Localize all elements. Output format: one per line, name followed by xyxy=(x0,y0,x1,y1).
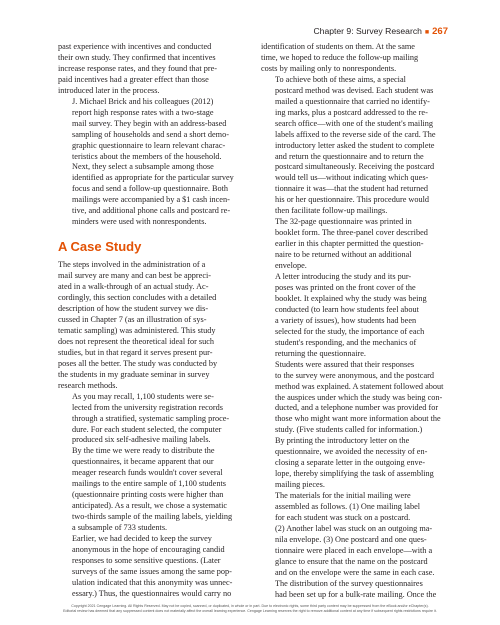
text-line: ulation indicated that this anonymity was unnec- xyxy=(72,577,233,587)
right-column xyxy=(261,42,450,601)
text-line: would tell us—without indicating which ques- xyxy=(275,173,429,183)
copyright-line: Editorial review has deemed that any suppressed content does not materially affect the overall learning experience. Cengage Learning reserves the right to remove additional content at any time if subsequent rights restrictions require it. xyxy=(63,609,437,613)
paragraph xyxy=(58,42,247,97)
text-line: a subsample of 733 students. xyxy=(72,523,168,533)
text-line: The steps involved in the administration of a xyxy=(58,260,206,270)
text-line: through a stratified, systematic sampling proce- xyxy=(72,413,230,423)
text-line: a variety of issues), how students had been xyxy=(275,315,417,325)
text-line: tionnaire it was—that the student had returned xyxy=(275,184,429,194)
text-line: essary.) Thus, the questionnaires would carry no xyxy=(72,588,232,598)
text-line: sampling of households and send a short demo- xyxy=(72,129,229,139)
text-line: lope, thereby simplifying the task of assembling xyxy=(275,469,434,479)
text-line: and on the envelope were the same in each case. xyxy=(275,567,435,577)
text-line: description of how the student survey we dis- xyxy=(58,304,209,314)
text-line: poses all the better. The study was conducted by xyxy=(58,358,218,368)
text-line: booklet form. The three-panel cover described xyxy=(275,228,428,238)
text-line: (questionnaire printing costs were higher than xyxy=(72,490,224,500)
text-line: mailings to the entire sample of 1,100 students xyxy=(72,479,226,489)
text-line: assembled as follows. (1) One mailing label xyxy=(275,502,421,512)
text-line: produced six self-adhesive mailing labels. xyxy=(72,435,211,445)
text-line: labels affixed to the reverse side of the card. The xyxy=(275,129,436,139)
paragraph xyxy=(261,42,450,75)
text-line: By the time we were ready to distribute the xyxy=(72,446,215,456)
text-line: mail survey. They begin with an address-based xyxy=(72,118,227,128)
text-line: identification of students on them. At the same xyxy=(261,42,415,51)
text-line: those who might want more information about the xyxy=(275,414,441,424)
paragraph xyxy=(261,217,450,272)
text-line: mailing pieces. xyxy=(275,480,325,490)
text-line: mail survey are many and can best be appreci- xyxy=(58,271,212,281)
text-line: To achieve both of these aims, a special xyxy=(275,74,406,84)
text-line: does not represent the theoretical ideal for such xyxy=(58,336,215,346)
text-line: naire to be returned without an additional xyxy=(275,250,412,260)
text-line: ing marks, plus a postcard addressed to the re- xyxy=(275,107,428,117)
text-line: tionnaire were placed in each envelope—with a xyxy=(275,545,433,555)
text-line: to the survey were anonymous, and the postcard xyxy=(275,370,434,380)
text-line: By printing the introductory letter on the xyxy=(275,436,410,446)
paragraph xyxy=(261,360,450,437)
text-line: identified as appropriate for the particular survey xyxy=(72,173,234,183)
text-line: The 32-page questionnaire was printed in xyxy=(275,217,412,227)
text-line: their own study. They confirmed that incentives xyxy=(58,52,216,62)
text-line: anonymous in the hope of encouraging candid xyxy=(72,544,225,554)
text-line: then facilitate follow-up mailings. xyxy=(275,206,388,216)
text-line: Students were assured that their responses xyxy=(275,359,415,369)
text-line: The materials for the initial mailing were xyxy=(275,491,411,501)
paragraph xyxy=(58,534,247,600)
text-line: two-thirds sample of the mailing labels, yielding xyxy=(72,512,233,522)
paragraph xyxy=(261,491,450,579)
text-line: surveys of the same issues among the same pop- xyxy=(72,566,232,576)
text-line: increase response rates, and they found that pre- xyxy=(58,63,217,73)
text-line: tematic sampling) was administered. This study xyxy=(58,325,216,335)
text-line: questionnaires, it became apparent that our xyxy=(72,457,214,467)
text-line: The distribution of the survey questionnaires xyxy=(275,578,423,588)
text-line: closing a separate letter in the outgoing enve- xyxy=(275,458,426,468)
text-line: Next, they select a subsample among those xyxy=(72,162,214,172)
copyright-footer xyxy=(0,604,500,614)
chapter-title: Chapter 9: Survey Research xyxy=(313,26,422,36)
text-line: As you may recall, 1,100 students were se- xyxy=(72,391,214,401)
paragraph xyxy=(58,446,247,534)
text-line: had been set up for a bulk-rate mailing. Once the xyxy=(275,589,437,599)
text-line: ated in a walk-through of an actual study. Ac- xyxy=(58,282,209,292)
text-line: meager research funds wouldn't cover several xyxy=(72,468,223,478)
header-separator-icon: ■ xyxy=(424,29,430,36)
text-line: paid incentives had a greater effect than those xyxy=(58,74,209,84)
text-line: tive, and additional phone calls and postcard re- xyxy=(72,206,231,216)
text-line: research methods. xyxy=(58,380,118,390)
text-line: cordingly, this section concludes with a detailed xyxy=(58,293,217,303)
text-line: postcard method was devised. Each student was xyxy=(275,85,434,95)
text-line: responses to some sensitive questions. (Later xyxy=(72,555,221,565)
paragraph xyxy=(261,436,450,491)
text-line: dure. For each student selected, the computer xyxy=(72,424,222,434)
text-line: student's responding, and the mechanics of xyxy=(275,337,417,347)
text-line: returning the questionnaire. xyxy=(275,348,366,358)
text-line: report high response rates with a two-stage xyxy=(72,107,214,117)
text-line: method was explained. A statement followed about xyxy=(275,381,444,391)
text-line: poses was printed on the front cover of the xyxy=(275,282,416,292)
text-line: study. (Five students called for information.) xyxy=(275,425,423,435)
text-line: (2) Another label was stuck on an outgoing ma- xyxy=(275,523,433,533)
text-line: selected for the study, the importance of each xyxy=(275,326,425,336)
running-header xyxy=(313,26,448,37)
copyright-line: Copyright 2021 Cengage Learning. All Rights Reserved. May not be copied, scanned, or duplicated, in whole or in part. Due to electronic rights, some third party content may be suppressed from the eBook and/or eChapter(s). xyxy=(71,604,429,608)
text-line: his or her questionnaire. This procedure would xyxy=(275,195,430,205)
text-line: and return the questionnaire and to return the xyxy=(275,151,424,161)
text-line: questionnaire, we avoided the necessity of en- xyxy=(275,447,428,457)
text-line: the students in my graduate seminar in survey xyxy=(58,369,210,379)
text-line: A letter introducing the study and its pur- xyxy=(275,272,412,282)
text-line: for each student was stuck on a postcard. xyxy=(275,512,411,522)
text-line: search office—with one of the student's mailing xyxy=(275,118,434,128)
text-line: mailings were accompanied by a $1 cash incen- xyxy=(72,195,230,205)
text-line: graphic questionnaire to learn relevant charac- xyxy=(72,140,226,150)
paragraph xyxy=(58,97,247,228)
text-line: studies, but in that regard it serves present pur- xyxy=(58,347,213,357)
paragraph xyxy=(261,579,450,601)
section-heading: A Case Study xyxy=(58,239,142,255)
text-line: envelope. xyxy=(275,261,307,271)
text-line: Earlier, we had decided to keep the survey xyxy=(72,534,212,544)
text-line: J. Michael Brick and his colleagues (2012) xyxy=(72,96,214,106)
text-line: introduced later in the process. xyxy=(58,85,160,95)
paragraph xyxy=(58,392,247,447)
paragraph xyxy=(261,75,450,217)
text-line: past experience with incentives and conducted xyxy=(58,42,212,51)
text-line: minders were used with nonrespondents. xyxy=(72,217,207,227)
text-line: conducted (to learn how students feel about xyxy=(275,304,419,314)
text-line: introductory letter asked the student to complete xyxy=(275,140,435,150)
text-line: postcard simultaneously. Receiving the postcard xyxy=(275,162,435,172)
text-line: cussed in Chapter 7 (as an illustration of sys- xyxy=(58,314,207,324)
page-number: 267 xyxy=(432,26,448,37)
text-line: mailed a questionnaire that carried no identify- xyxy=(275,96,430,106)
text-line: the auspices under which the study was being con- xyxy=(275,392,443,402)
text-line: focus and send a follow-up questionnaire. Both xyxy=(72,184,229,194)
text-line: time, we hoped to reduce the follow-up mailing xyxy=(261,52,419,62)
text-line: lected from the university registration records xyxy=(72,402,223,412)
text-line: nila envelope. (3) One postcard and one ques- xyxy=(275,534,427,544)
paragraph xyxy=(58,260,247,391)
text-line: earlier in this chapter permitted the question- xyxy=(275,239,424,249)
text-line: anticipated). As a result, we chose a systematic xyxy=(72,501,228,511)
text-line: booklet. It explained why the study was being xyxy=(275,293,427,303)
paragraph xyxy=(261,272,450,360)
text-line: costs by mailing only to nonrespondents. xyxy=(261,63,397,73)
text-line: glance to ensure that the name on the postcard xyxy=(275,556,428,566)
text-line: teristics about the members of the household. xyxy=(72,151,222,161)
text-line: ducted, and a telephone number was provided for xyxy=(275,403,439,413)
left-column xyxy=(58,42,247,600)
